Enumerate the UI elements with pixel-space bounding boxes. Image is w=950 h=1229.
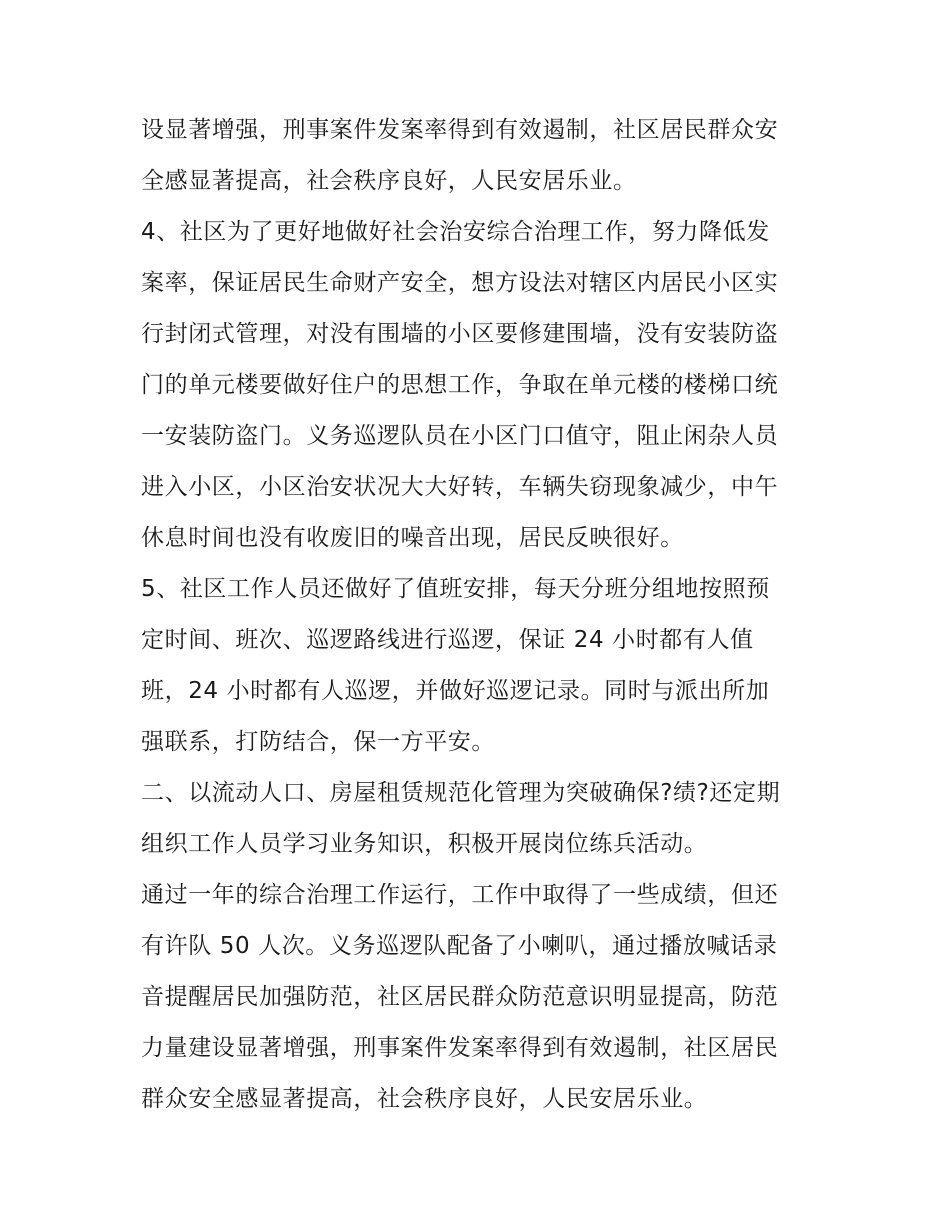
text-line: 行封闭式管理，对没有围墙的小区要修建围墙，没有安装防盗 <box>141 321 779 347</box>
text-line: 定时间、班次、巡逻路线进行巡逻，保证 24 小时都有人值 <box>141 627 754 653</box>
text-line: 组织工作人员学习业务知识，积极开展岗位练兵活动。 <box>141 831 708 857</box>
text-line: 门的单元楼要做好住户的思想工作，争取在单元楼的楼梯口统 <box>141 372 779 398</box>
text-line: 群众安全感显著提高，社会秩序良好，人民安居乐业。 <box>141 1086 708 1112</box>
text-line: 强联系，打防结合，保一方平安。 <box>141 729 495 755</box>
text-line: 进入小区，小区治安状况大大好转，车辆失窃现象减少，中午 <box>141 474 779 500</box>
text-line: 休息时间也没有收废旧的噪音出现，居民反映很好。 <box>141 525 684 551</box>
text-line: 4、社区为了更好地做好社会治安综合治理工作，努力降低发 <box>141 219 770 245</box>
text-line: 通过一年的综合治理工作运行，工作中取得了一些成绩，但还 <box>141 882 779 908</box>
text-line: 音提醒居民加强防范，社区居民群众防范意识明显提高，防范 <box>141 984 779 1010</box>
document-body <box>141 105 817 1125</box>
text-line: 全感显著提高，社会秩序良好，人民安居乐业。 <box>141 168 637 194</box>
text-line: 力量建设显著增强，刑事案件发案率得到有效遏制，社区居民 <box>141 1035 779 1061</box>
text-line: 5、社区工作人员还做好了值班安排，每天分班分组地按照预 <box>141 576 770 602</box>
text-line: 一安装防盗门。义务巡逻队员在小区门口值守，阻止闲杂人员 <box>141 423 779 449</box>
text-line: 班，24 小时都有人巡逻，并做好巡逻记录。同时与派出所加 <box>141 678 770 704</box>
text-line: 有许队 50 人次。义务巡逻队配备了小喇叭，通过播放喊话录 <box>141 933 778 959</box>
text-line: 设显著增强，刑事案件发案率得到有效遏制，社区居民群众安 <box>141 117 779 143</box>
text-line: 二、以流动人口、房屋租赁规范化管理为突破确保?绩?还定期 <box>141 780 781 806</box>
text-line: 案率，保证居民生命财产安全，想方设法对辖区内居民小区实 <box>141 270 779 296</box>
